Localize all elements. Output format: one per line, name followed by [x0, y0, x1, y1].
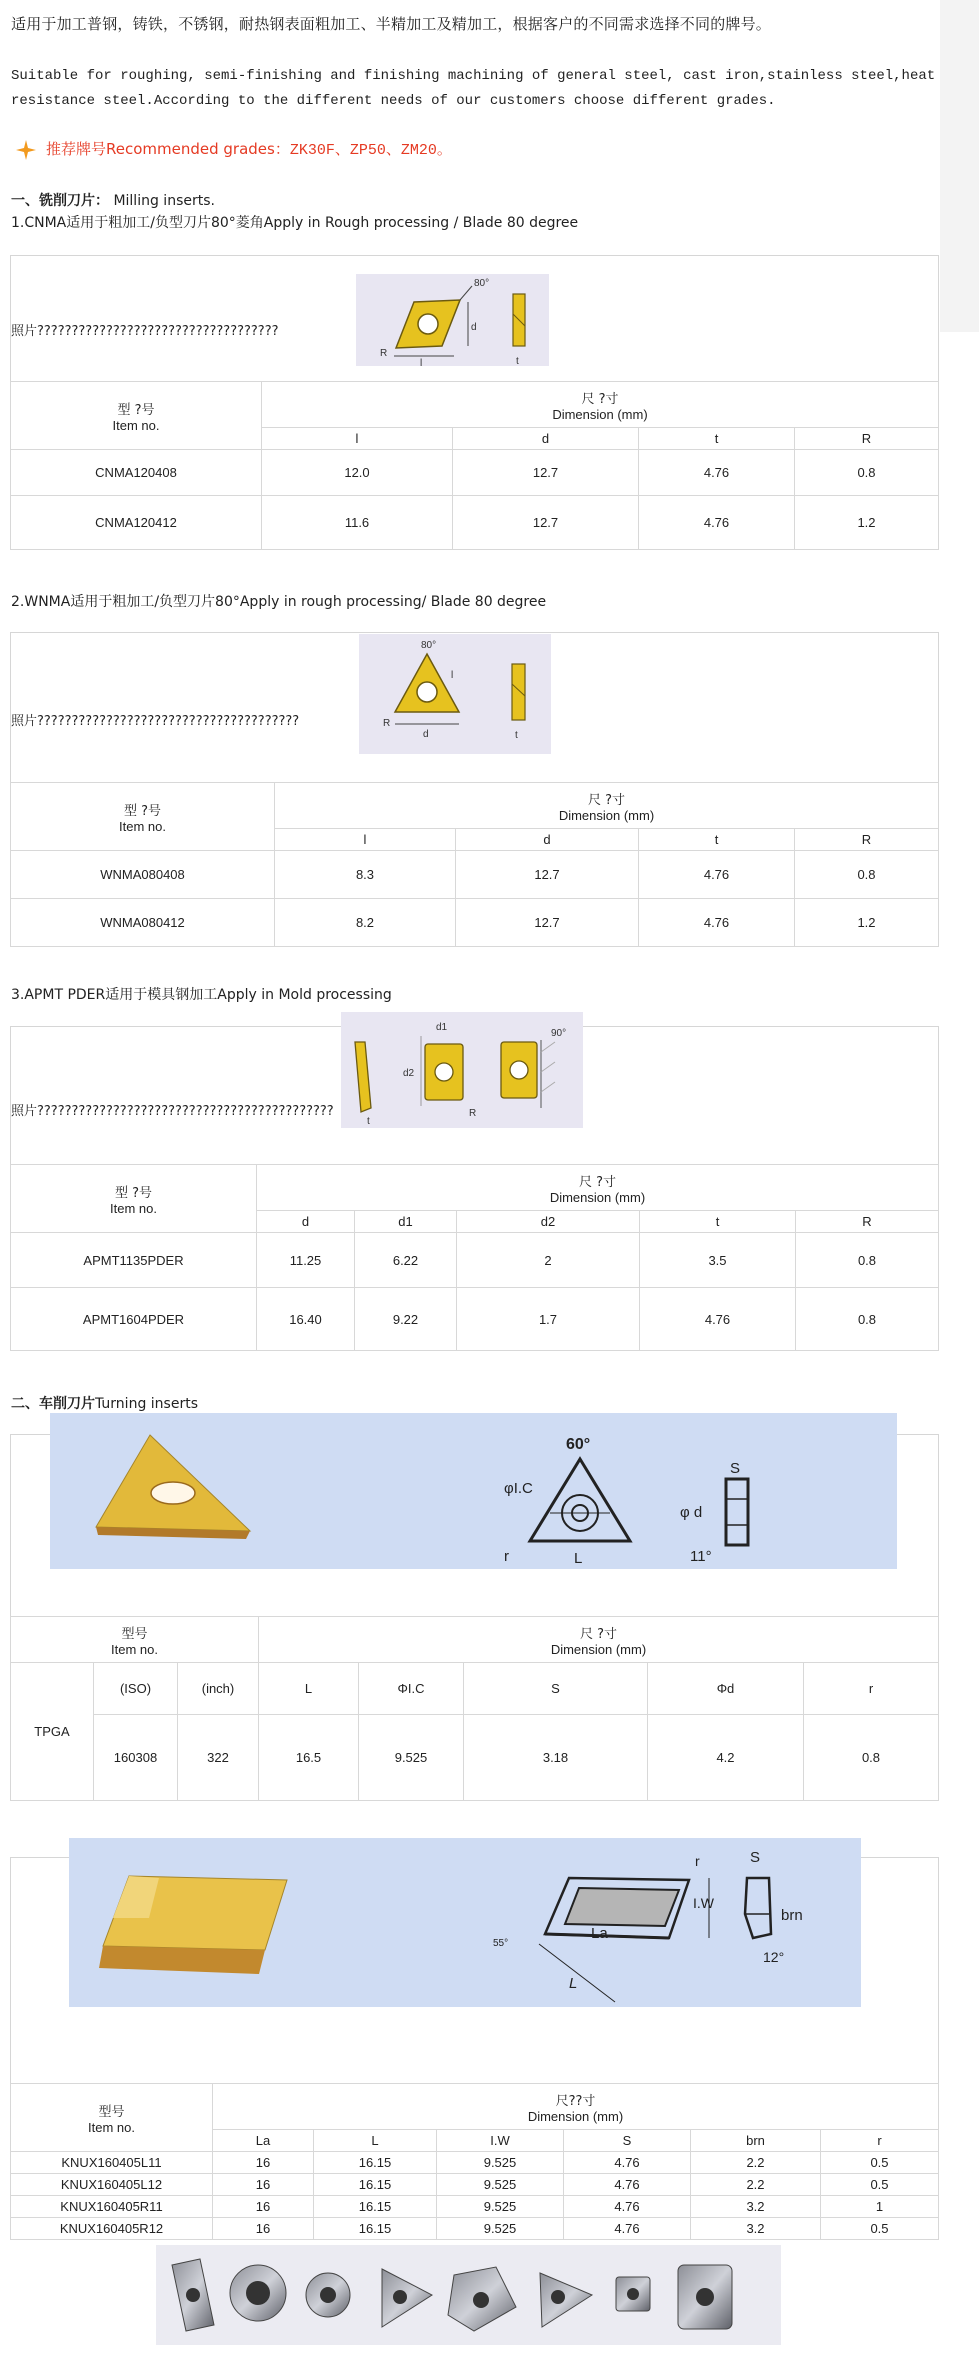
column-header: R [795, 428, 939, 450]
value-cell: 9.525 [437, 2152, 564, 2174]
value-cell: 160308 [94, 1715, 178, 1801]
value-cell: 4.76 [564, 2218, 691, 2240]
model-label: 型 ?号 [123, 803, 162, 819]
value-cell: 3.2 [691, 2196, 821, 2218]
knux-clearance-label: 12° [763, 1949, 785, 1965]
knux-iw-label: I.W [693, 1895, 714, 1911]
value-cell: 4.2 [648, 1715, 804, 1801]
value-cell: 4.76 [639, 899, 795, 947]
cnma-spec-table [10, 381, 939, 550]
value-cell: 12.0 [262, 450, 453, 496]
apmt-spec-table [10, 1164, 939, 1351]
value-cell: 16.5 [259, 1715, 359, 1801]
column-header: I.W [437, 2130, 564, 2152]
model-header-cell [11, 382, 262, 450]
item-cell: CNMA120408 [11, 450, 262, 496]
table-row [11, 2174, 939, 2196]
apmt-t-label: t [367, 1116, 370, 1127]
wnma-angle-label: 80° [421, 640, 437, 651]
column-header: d [453, 428, 639, 450]
column-header: d1 [355, 1211, 457, 1233]
column-header: L [314, 2130, 437, 2152]
value-cell: 16.15 [314, 2218, 437, 2240]
model-label: 型号 [121, 1626, 148, 1642]
recommended-grades [16, 138, 452, 160]
dimension-header-cell [213, 2084, 939, 2130]
value-cell: 12.7 [456, 899, 639, 947]
apmt-angle-label: 90° [551, 1028, 567, 1039]
model-label: 型号 [98, 2104, 125, 2120]
table-row [11, 2196, 939, 2218]
wnma-spec-table [10, 782, 939, 947]
model-header-cell [11, 2084, 213, 2152]
value-cell: 6.22 [355, 1233, 457, 1288]
knux-la-label: La [591, 1925, 608, 1942]
column-header: S [464, 1663, 648, 1715]
table-row [11, 2218, 939, 2240]
knux-s-label: S [750, 1849, 761, 1866]
cnma-t-label: t [516, 356, 519, 366]
value-cell: 9.525 [359, 1715, 464, 1801]
tpga-d-label: φ d [680, 1504, 703, 1521]
column-header: r [804, 1663, 939, 1715]
value-cell: 11.25 [257, 1233, 355, 1288]
item-cell: APMT1604PDER [11, 1288, 257, 1351]
knux-angle-label: 55° [493, 1938, 509, 1949]
wnma-title: 2.WNMA适用于粗加工/负型刀片80°Apply in rough processing/ Blade 80 degree [11, 594, 547, 610]
model-header-cell [11, 1165, 257, 1233]
milling-section-title [11, 190, 215, 210]
value-cell: 4.76 [640, 1288, 796, 1351]
milling-section-title-en: Milling inserts. [113, 193, 215, 209]
apmt-d1-label: d1 [436, 1022, 448, 1033]
wnma-insert-diagram [359, 634, 551, 754]
value-cell: 0.8 [796, 1233, 939, 1288]
value-cell: 1.7 [457, 1288, 640, 1351]
column-header: Φd [648, 1663, 804, 1715]
tpga-spec-table [10, 1616, 939, 1801]
item-cell: KNUX160405L11 [11, 2152, 213, 2174]
value-cell: 0.8 [795, 450, 939, 496]
column-header: brn [691, 2130, 821, 2152]
tpga-l-label: L [574, 1550, 583, 1567]
cnma-angle-label: 80° [474, 278, 490, 289]
value-cell: 4.76 [639, 851, 795, 899]
column-header: r [821, 2130, 939, 2152]
column-header: (inch) [178, 1663, 259, 1715]
value-cell: 16.15 [314, 2174, 437, 2196]
dimension-label: Dimension (mm) [527, 2108, 624, 2124]
item-cell: WNMA080408 [11, 851, 275, 899]
value-cell: 3.5 [640, 1233, 796, 1288]
tpga-s-label: S [730, 1460, 741, 1477]
model-label: 型 ?号 [114, 1185, 153, 1201]
value-cell: 12.7 [456, 851, 639, 899]
knux-r-label: r [695, 1853, 700, 1869]
apmt-photo-label: 照片??????????????????????????????????????????? [11, 1104, 334, 1119]
value-cell: 9.525 [437, 2174, 564, 2196]
table-row [11, 2152, 939, 2174]
table-row [11, 899, 939, 947]
intro-chinese-text: 适用于加工普钢，铸铁，不锈钢，耐热钢表面粗加工、半精加工及精加工，根据客户的不同需求选择不同的牌号。 [11, 15, 772, 33]
cnma-insert-diagram [356, 274, 549, 366]
recommended-grade-list: ZK30F、ZP50、ZM20。 [289, 142, 452, 159]
dimension-label: Dimension (mm) [552, 406, 648, 422]
table-row [11, 1233, 939, 1288]
value-cell: 16.40 [257, 1288, 355, 1351]
wnma-photo-label: 照片?????????????????????????????????????? [11, 714, 300, 729]
value-cell: 4.76 [639, 496, 795, 550]
value-cell: 2.2 [691, 2152, 821, 2174]
tpga-insert-diagram [50, 1413, 897, 1569]
value-cell: 3.2 [691, 2218, 821, 2240]
wnma-l-label: l [451, 670, 454, 681]
turning-section-title [11, 1393, 198, 1413]
value-cell: 12.7 [453, 450, 639, 496]
size-label: 尺 ?寸 [579, 1626, 618, 1642]
tpga-r-label: r [504, 1548, 509, 1565]
dimension-label: Dimension (mm) [550, 1641, 647, 1657]
value-cell: 1.2 [795, 496, 939, 550]
value-cell: 9.22 [355, 1288, 457, 1351]
column-header: L [259, 1663, 359, 1715]
value-cell: 9.525 [437, 2196, 564, 2218]
dimension-header-cell [259, 1617, 939, 1663]
column-header: l [275, 829, 456, 851]
column-header: R [795, 829, 939, 851]
knux-insert-diagram [69, 1838, 861, 2007]
dimension-header-cell [262, 382, 939, 428]
table-row [11, 450, 939, 496]
knux-spec-table [10, 2083, 939, 2240]
item-no-label: Item no. [110, 1200, 157, 1216]
column-header: t [639, 428, 795, 450]
value-cell: 1 [821, 2196, 939, 2218]
size-label: 尺 ?寸 [578, 1174, 617, 1190]
sparkle-icon [16, 140, 36, 160]
value-cell: 11.6 [262, 496, 453, 550]
value-cell: 16 [213, 2196, 314, 2218]
value-cell: 322 [178, 1715, 259, 1801]
dimension-header-cell [275, 783, 939, 829]
table-row [11, 1715, 939, 1801]
inserts-photo [156, 2245, 781, 2345]
value-cell: 0.8 [796, 1288, 939, 1351]
recommended-label: 推荐牌号Recommended grades： [46, 140, 290, 158]
dimension-header-cell [257, 1165, 939, 1211]
column-header: La [213, 2130, 314, 2152]
apmt-r-label: R [469, 1108, 477, 1119]
apmt-d2-label: d2 [403, 1068, 415, 1079]
tpga-ic-label: φI.C [504, 1480, 533, 1497]
value-cell: 3.18 [464, 1715, 648, 1801]
knux-brn-label: brn [781, 1907, 803, 1924]
value-cell: 12.7 [453, 496, 639, 550]
size-label: 尺??寸 [555, 2093, 596, 2109]
size-label: 尺 ?寸 [581, 391, 619, 407]
column-header: (ISO) [94, 1663, 178, 1715]
page-edge-shadow [940, 0, 979, 332]
column-header: ΦI.C [359, 1663, 464, 1715]
table-row [11, 1288, 939, 1351]
value-cell: 16 [213, 2152, 314, 2174]
column-header: t [640, 1211, 796, 1233]
value-cell: 0.5 [821, 2152, 939, 2174]
item-no-label: Item no. [119, 818, 166, 834]
value-cell: 9.525 [437, 2218, 564, 2240]
tpga-clearance-label: 11° [690, 1548, 712, 1565]
wnma-t-label: t [515, 730, 518, 741]
size-label: 尺 ?寸 [587, 792, 626, 808]
cnma-d-label: d [471, 322, 477, 333]
value-cell: 16.15 [314, 2196, 437, 2218]
model-label: 型 ?号 [117, 402, 155, 418]
item-cell: WNMA080412 [11, 899, 275, 947]
item-cell: APMT1135PDER [11, 1233, 257, 1288]
column-header: t [639, 829, 795, 851]
value-cell: 0.5 [821, 2174, 939, 2196]
item-no-label: Item no. [112, 417, 160, 433]
intro-english-text: Suitable for roughing, semi-finishing and finishing machining of general steel, cast iron,stainless steel,heat resistance steel.According to the different needs of our customers choose different grades. [11, 68, 936, 109]
value-cell: 0.5 [821, 2218, 939, 2240]
item-no-label: Item no. [88, 2119, 135, 2135]
cnma-photo-label: 照片??????????????????????????????????? [11, 324, 279, 339]
cnma-title: 1.CNMA适用于粗加工/负型刀片80°菱角Apply in Rough processing / Blade 80 degree [11, 215, 579, 231]
apmt-insert-diagram [341, 1012, 583, 1128]
table-row [11, 496, 939, 550]
value-cell: 4.76 [564, 2152, 691, 2174]
cnma-l-label: l [420, 358, 423, 366]
item-no-label: Item no. [111, 1641, 158, 1657]
value-cell: 16 [213, 2218, 314, 2240]
turning-section-title-cn: 二、车削刀片 [11, 1396, 95, 1412]
item-cell: KNUX160405L12 [11, 2174, 213, 2196]
value-cell: 2 [457, 1233, 640, 1288]
value-cell: 16.15 [314, 2152, 437, 2174]
value-cell: 1.2 [795, 899, 939, 947]
value-cell: 2.2 [691, 2174, 821, 2196]
tpga-name-cell: TPGA [11, 1663, 94, 1801]
table-row [11, 851, 939, 899]
value-cell: 8.3 [275, 851, 456, 899]
milling-section-title-cn: 一、铣削刀片： [11, 193, 109, 209]
item-cell: KNUX160405R11 [11, 2196, 213, 2218]
turning-section-title-en: Turning inserts [95, 1396, 198, 1412]
value-cell: 4.76 [639, 450, 795, 496]
value-cell: 8.2 [275, 899, 456, 947]
cnma-r-label: R [380, 348, 388, 359]
value-cell: 0.8 [804, 1715, 939, 1801]
column-header: d2 [457, 1211, 640, 1233]
column-header: R [796, 1211, 939, 1233]
wnma-d-label: d [423, 729, 429, 740]
dimension-label: Dimension (mm) [549, 1189, 646, 1205]
knux-l-label: L [569, 1975, 578, 1992]
value-cell: 4.76 [564, 2174, 691, 2196]
wnma-r-label: R [383, 718, 391, 729]
item-cell: KNUX160405R12 [11, 2218, 213, 2240]
column-header: S [564, 2130, 691, 2152]
tpga-angle-label: 60° [566, 1436, 591, 1453]
column-header: d [257, 1211, 355, 1233]
column-header: l [262, 428, 453, 450]
item-cell: CNMA120412 [11, 496, 262, 550]
value-cell: 4.76 [564, 2196, 691, 2218]
dimension-label: Dimension (mm) [558, 807, 655, 823]
model-header-cell [11, 783, 275, 851]
column-header: d [456, 829, 639, 851]
value-cell: 16 [213, 2174, 314, 2196]
apmt-title: 3.APMT PDER适用于模具钢加工Apply in Mold processing [11, 987, 392, 1003]
value-cell: 0.8 [795, 851, 939, 899]
model-header-cell [11, 1617, 259, 1663]
